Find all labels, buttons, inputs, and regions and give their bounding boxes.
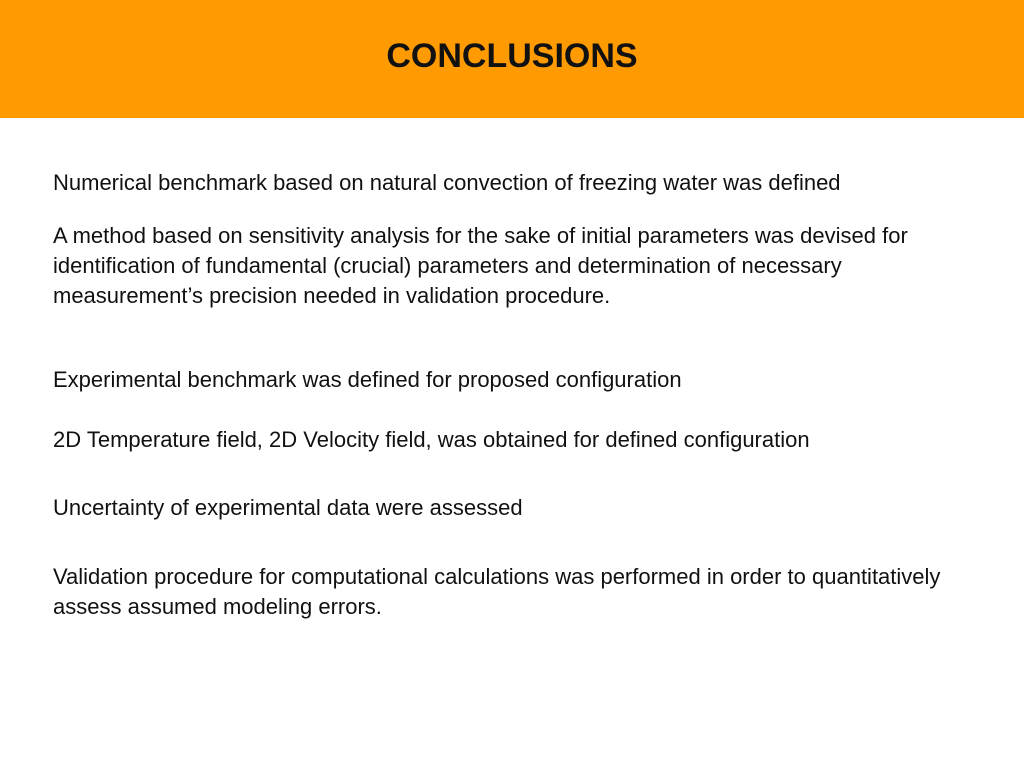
conclusion-item-4: 2D Temperature field, 2D Velocity field, was obtained for defined configuration	[53, 427, 810, 452]
conclusion-item-1: Numerical benchmark based on natural convection of freezing water was defined	[53, 170, 841, 195]
title-bar	[0, 0, 1024, 118]
conclusion-item-6: Validation procedure for computational calculations was performed in order to quantitatively assess assumed modeling errors.	[53, 564, 941, 619]
conclusion-item-5: Uncertainty of experimental data were assessed	[53, 495, 523, 520]
conclusion-item-3: Experimental benchmark was defined for proposed configuration	[53, 367, 682, 392]
conclusion-item-2: A method based on sensitivity analysis for the sake of initial parameters was devised for identification of fundamental (crucial) parameters and determination of necessary measurement’s precision needed in validation procedure.	[53, 223, 908, 308]
slide-title: CONCLUSIONS	[386, 37, 638, 75]
